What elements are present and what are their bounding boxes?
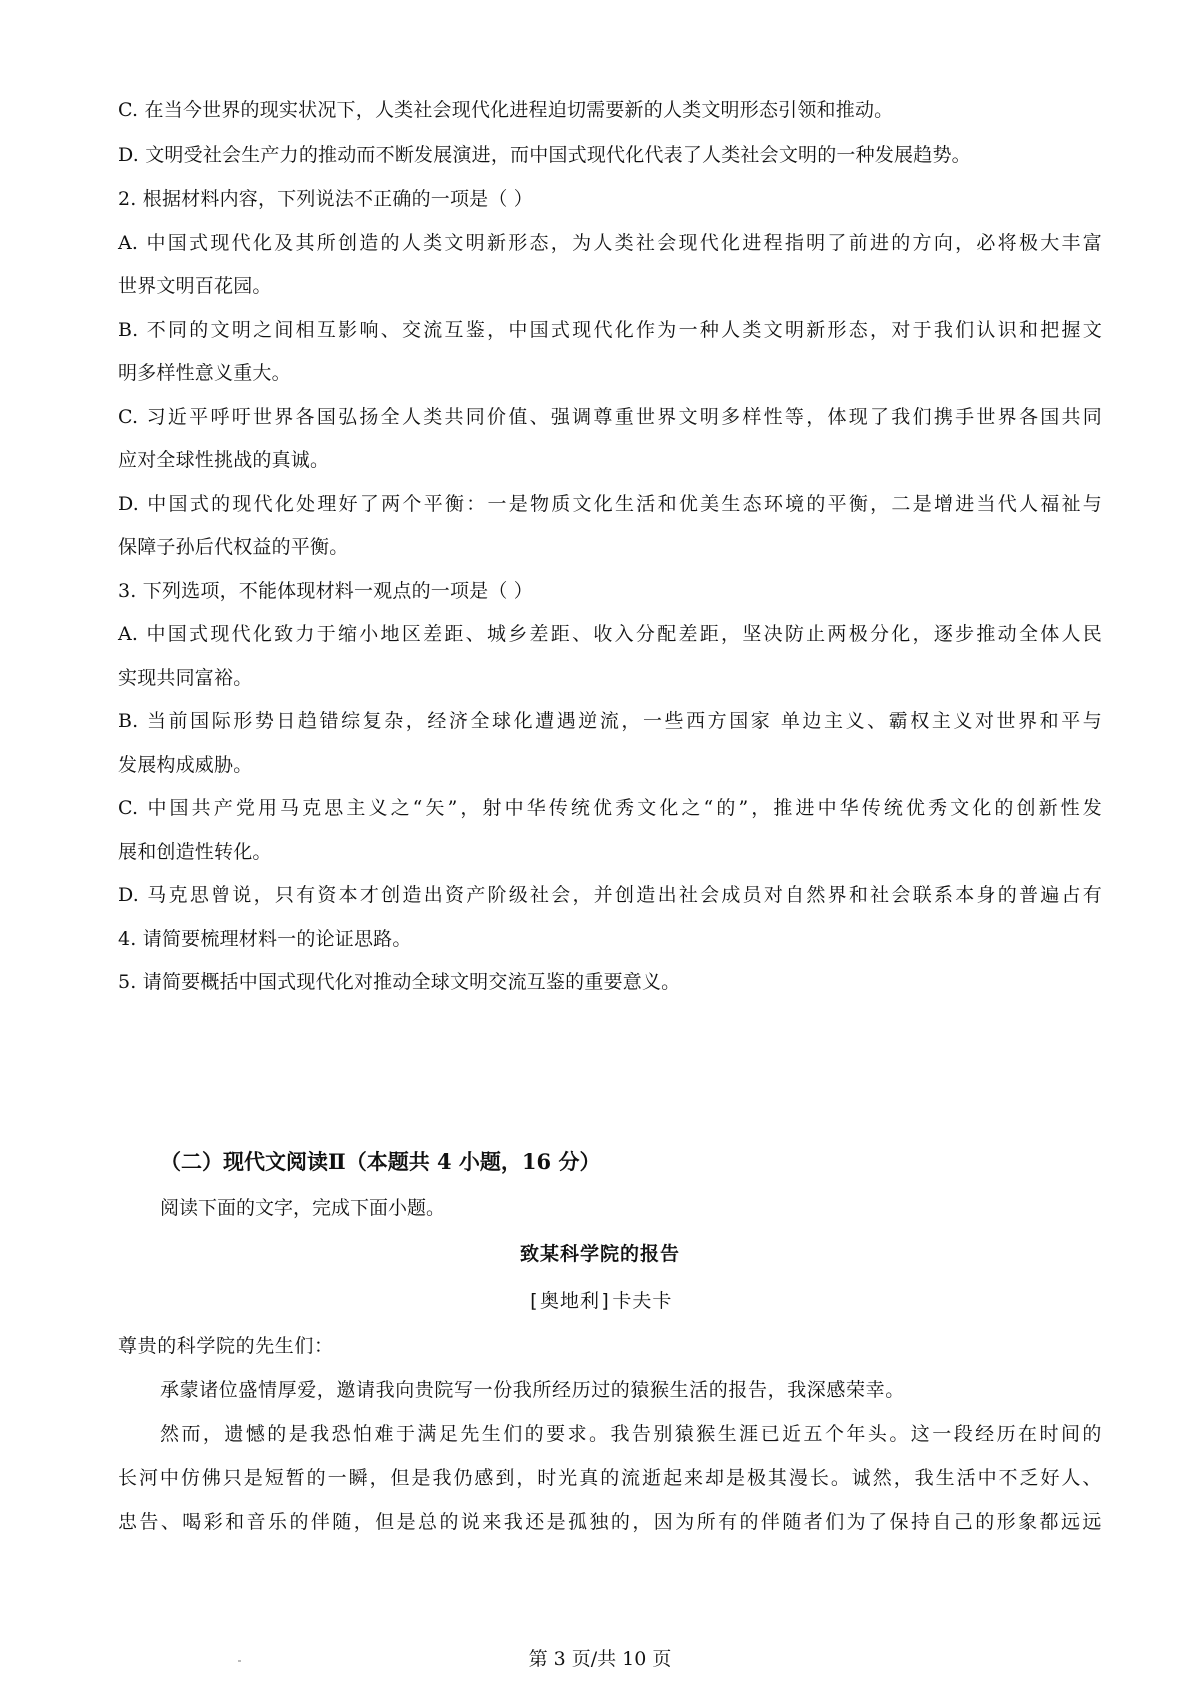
article-paragraph-2-line2: 长河中仿佛只是短暂的一瞬，但是我仍感到，时光真的流逝起来却是极其漫长。诚然，我生活中不乏好人、: [118, 1467, 1102, 1489]
q2-option-a-line1: A. 中国式现代化及其所创造的人类文明新形态，为人类社会现代化进程指明了前进的方向，必将极大丰富: [118, 232, 1102, 254]
q2-option-b-line2: 明多样性意义重大。: [118, 362, 291, 384]
q3-option-d-line1: D. 马克思曾说，只有资本才创造出资产阶级社会，并创造出社会成员对自然界和社会联系本身的普遍占有: [118, 884, 1102, 906]
q3-option-b-line2: 发展构成威胁。: [118, 754, 253, 776]
q2-option-c-line2: 应对全球性挑战的真诚。: [118, 449, 330, 471]
article-title: 致某科学院的报告: [519, 1243, 680, 1265]
q3-option-c-line1: C. 中国共产党用马克思主义之“矢”，射中华传统优秀文化之“的”，推进中华传统优秀文化的创新性发: [118, 797, 1102, 819]
section-heading: （二）现代文阅读Ⅱ（本题共 4 小题，16 分）: [160, 1149, 601, 1174]
q2-option-d-line2: 保障子孙后代权益的平衡。: [118, 536, 349, 558]
q3-stem: 3. 下列选项，不能体现材料一观点的一项是（ ）: [118, 580, 534, 602]
article-paragraph-2-line1: 然而，遗憾的是我恐怕难于满足先生们的要求。我告别猿猴生涯已近五个年头。这一段经历在时间的: [160, 1423, 1102, 1445]
q2-stem: 2. 根据材料内容，下列说法不正确的一项是（ ）: [118, 188, 534, 210]
q2-option-c-line1: C. 习近平呼吁世界各国弘扬全人类共同价值、强调尊重世界文明多样性等，体现了我们携手世界各国共同: [118, 406, 1102, 428]
q1-option-c: C. 在当今世界的现实状况下，人类社会现代化进程迫切需要新的人类文明形态引领和推动。: [118, 99, 894, 121]
q1-option-d: D. 文明受社会生产力的推动而不断发展演进，而中国式现代化代表了人类社会文明的一种发展趋势。: [118, 144, 971, 166]
page-footer: 第 3 页/共 10 页: [528, 1648, 672, 1670]
article-paragraph-1: 承蒙诸位盛情厚爱，邀请我向贵院写一份我所经历过的猿猴生活的报告，我深感荣幸。: [160, 1379, 905, 1401]
article-salutation: 尊贵的科学院的先生们：: [118, 1335, 334, 1357]
article-paragraph-2-line3: 忠告、喝彩和音乐的伴随，但是总的说来我还是孤独的，因为所有的伴随者们为了保持自己的形象都远远: [118, 1511, 1102, 1533]
section-intro: 阅读下面的文字，完成下面小题。: [160, 1197, 446, 1219]
q2-option-a-line2: 世界文明百花园。: [118, 275, 272, 297]
question-5: 5. 请简要概括中国式现代化对推动全球文明交流互鉴的重要意义。: [118, 971, 681, 993]
q2-option-b-line1: B. 不同的文明之间相互影响、交流互鉴，中国式现代化作为一种人类文明新形态，对于我们认识和把握文: [118, 319, 1102, 341]
question-4: 4. 请简要梳理材料一的论证思路。: [118, 928, 412, 950]
q3-option-a-line1: A. 中国式现代化致力于缩小地区差距、城乡差距、收入分配差距，坚决防止两极分化，逐步推动全体人民: [118, 623, 1102, 645]
article-author: [奥地利]卡夫卡: [527, 1290, 673, 1312]
q3-option-a-line2: 实现共同富裕。: [118, 667, 253, 689]
q3-option-c-line2: 展和创造性转化。: [118, 841, 272, 863]
q3-option-b-line1: B. 当前国际形势日趋错综复杂，经济全球化遭遇逆流，一些西方国家 单边主义、霸权主义对世界和平与: [118, 710, 1102, 732]
q2-option-d-line1: D. 中国式的现代化处理好了两个平衡：一是物质文化生活和优美生态环境的平衡，二是增进当代人福祉与: [118, 493, 1102, 515]
